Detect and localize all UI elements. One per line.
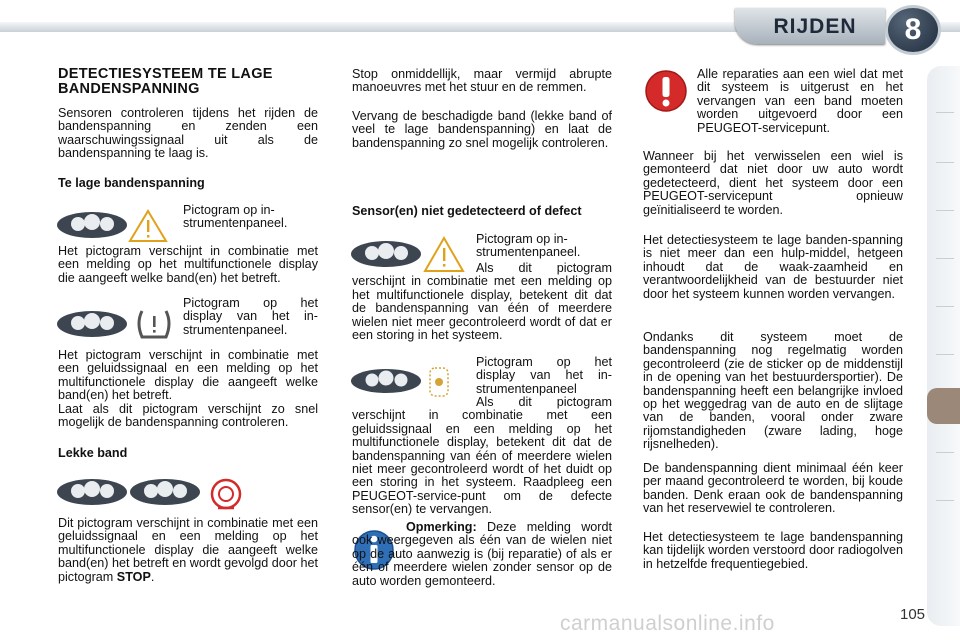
check-pressure-paragraph: Ondanks dit systeem moet de bandenspanning nog regelmatig worden gecontroleerd (zie de sticker op de middenstijl in de opening van het bestuurdersportier). De bandenspanning heeft een belangrijke invloed op het weggedrag van de auto en de slijtage van de banden, vooral onder zware rijomstandigheden (zware lading, hoge rijsnelheden). <box>643 330 903 452</box>
sensor-icon1-caption: Pictogram op in-strumentenpaneel. <box>476 232 581 260</box>
stop-paragraph: Stop onmiddellijk, maar vermijd abrupte manoeuvres met het stuur en de remmen. <box>352 67 612 95</box>
low-icon1-caption: Pictogram op in-strumentenpaneel. <box>183 203 288 231</box>
section-title: RIJDEN <box>773 15 857 38</box>
subheading-flat-tyre: Lekke band <box>58 446 128 460</box>
rail-divider <box>936 210 954 211</box>
note-label: Opmerking: <box>406 520 477 534</box>
note-text: Deze melding wordt ook weergegeven als één van de wielen niet op de auto aanwezig is (bij reparatie) of als er één of meerdere wielen zonder sensor op de auto worden gemonteerd. <box>352 520 613 588</box>
watermark: carmanualsonline.info <box>560 612 775 635</box>
page-number: 105 <box>900 606 926 623</box>
chapter-tab-rail[interactable] <box>927 66 960 626</box>
monthly-check-paragraph: De bandenspanning dient minimaal één keer per maand gecontroleerd te worden, bij koude banden. Denk eraan ook de bandenspanning van het reservewiel te controleren. <box>643 461 903 516</box>
stop-label: STOP <box>116 569 151 584</box>
flat-paragraph <box>58 517 318 584</box>
intro-paragraph: Sensoren controleren tijdens het rijden de bandenspanning en zenden een waarschuwingssignaal uit als de bandenspanning te laag is. <box>58 106 318 161</box>
section-heading <box>58 67 318 97</box>
reinit-paragraph: Wanneer bij het verwisselen een wiel is gemonteerd dat niet door uw auto wordt gedetecteerd, dient het systeem door een PEUGEOT-servicepunt opnieuw geïnitialiseerd te worden. <box>643 149 903 217</box>
flat-tyre-warning-icon <box>56 472 248 512</box>
section-heading-line2: BANDENSPANNING <box>58 81 200 97</box>
repair-warning-paragraph: Alle reparaties aan een wiel dat met dit systeem is uitgerust en het vervangen van een band moeten worden uitgevoerd door een PEUGEOT-servicepunt. <box>697 67 903 135</box>
rail-divider <box>936 112 954 113</box>
replace-paragraph: Vervang de beschadigde band (lekke band of veel te lage bandenspanning) en laat de bandenspanning zo snel mogelijk controleren. <box>352 109 612 150</box>
note-paragraph <box>352 521 612 588</box>
subheading-sensor-fault: Sensor(en) niet gedetecteerd of defect <box>352 204 582 218</box>
section-heading-line1: DETECTIESYSTEEM TE LAGE <box>58 66 273 82</box>
flat-paragraph-end: . <box>150 569 155 584</box>
rail-divider <box>936 354 954 355</box>
sensor-paragraph-2: Als dit pictogram verschijnt in combinatie met een geluidssignaal en een melding op het multifunctionele display, betekent dit dat de bandenspanning van één of meerdere wielen niet meer gecontroleerd wordt of het duidt op een storing in het systeem. Raadpleeg een PEUGEOT-service-punt om de defecte sensor(en) te vervangen. <box>352 395 612 517</box>
driver-aid-paragraph: Het detectiesysteem te lage banden-spanning is niet meer dan een hulp-middel, hetgeen inhoudt dat de waak-zaamheid en verantwoordelijkheid van de bestuurder niet door het systeem kunnen worden vervangen. <box>643 233 903 301</box>
chapter-badge: 8 <box>885 5 941 55</box>
sensor-paragraph-1: Als dit pictogram verschijnt in combinatie met een melding op het multifunctionele display, betekent dit dat de bandenspanning van één of meerdere wielen niet meer gecontroleerd wordt of dat er een storing in het systeem. <box>352 261 612 343</box>
tyre-pressure-display-icon <box>56 303 178 345</box>
chapter-tab-active[interactable] <box>927 388 960 424</box>
radio-interference-paragraph: Het detectiesysteem te lage bandenspanning kan tijdelijk worden verstoord door radiogolven in hetzelfde frequentiegebied. <box>643 530 903 571</box>
rail-divider <box>936 306 954 307</box>
rail-divider <box>936 258 954 259</box>
instrument-panel-warning-icon <box>56 205 176 245</box>
low-paragraph-3: Laat als dit pictogram verschijnt zo snel mogelijk de bandenspanning controleren. <box>58 402 318 430</box>
flat-paragraph-text: Dit pictogram verschijnt in combinatie met een geluidssignaal en een melding op het multifunctionele display die aangeeft welke band(en) het betreft en wordt gevolgd door het pictogram <box>58 516 318 584</box>
rail-divider <box>936 162 954 163</box>
rail-divider <box>936 452 954 453</box>
sensor-icon2-caption: Pictogram op het display van het in-strumentenpaneel <box>476 355 612 396</box>
low-paragraph-1: Het pictogram verschijnt in combinatie met een melding op het multifunctionele display die aangeeft welke band(en) het betreft. <box>58 244 318 285</box>
low-paragraph-2: Het pictogram verschijnt in combinatie met een geluidssignaal en een melding op het multifunctionele display die aangeeft welke band(en) het betreft. <box>58 348 318 403</box>
subheading-low-pressure: Te lage bandenspanning <box>58 176 205 190</box>
low-icon2-caption: Pictogram op het display van het in-strumentenpaneel. <box>183 296 318 337</box>
exclamation-warning-icon <box>644 68 688 114</box>
rail-divider <box>936 500 954 501</box>
